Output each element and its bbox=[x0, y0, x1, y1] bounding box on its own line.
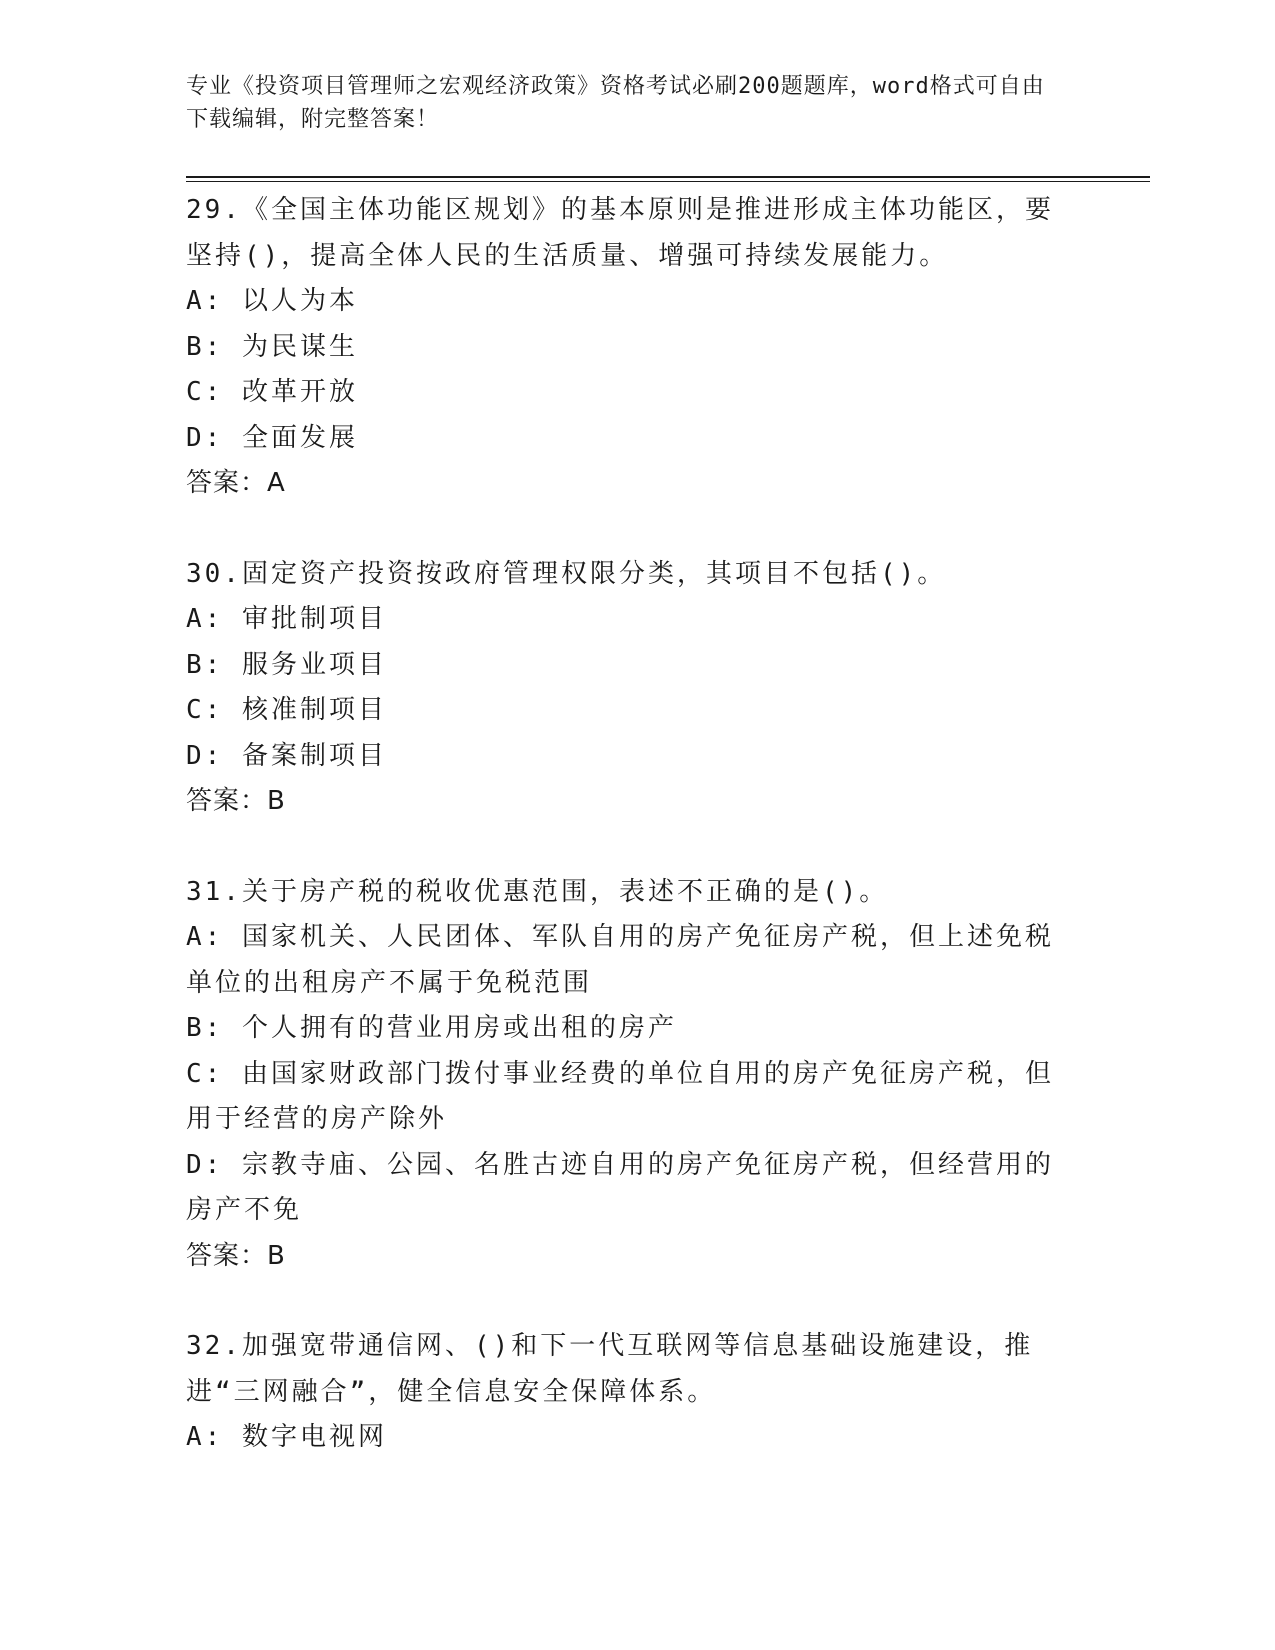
answer: 答案：B bbox=[186, 786, 286, 816]
question-stem: 32.加强宽带通信网、()和下一代互联网等信息基础设施建设，推进“三网融合”，健全信息安全保障体系。 bbox=[186, 1331, 1034, 1407]
option-b: B: 为民谋生 bbox=[186, 331, 358, 362]
option-c: C: 核准制项目 bbox=[186, 695, 387, 725]
option-d: D: 宗教寺庙、公园、名胜古迹自用的房产免征房产税，但经营用的房产不免 bbox=[186, 1149, 1054, 1225]
answer: 答案：B bbox=[186, 1240, 286, 1271]
header-divider-thick bbox=[186, 176, 1150, 178]
question-stem: 31.关于房产税的税收优惠范围，表述不正确的是()。 bbox=[186, 876, 889, 907]
question-list bbox=[186, 188, 1076, 1506]
option-b: B: 服务业项目 bbox=[186, 649, 387, 680]
question-stem: 30.固定资产投资按政府管理权限分类，其项目不包括()。 bbox=[186, 558, 947, 589]
question-29 bbox=[186, 188, 1076, 507]
question-stem: 29.《全国主体功能区规划》的基本原则是推进形成主体功能区，要坚持()，提高全体人民的生活质量、增强可持续发展能力。 bbox=[186, 195, 1054, 271]
option-b: B: 个人拥有的营业用房或出租的房产 bbox=[186, 1013, 677, 1043]
header-divider-thin bbox=[186, 181, 1150, 182]
option-a: A: 以人为本 bbox=[186, 286, 358, 316]
option-d: D: 备案制项目 bbox=[186, 740, 387, 771]
question-30 bbox=[186, 552, 1076, 825]
option-a: A: 数字电视网 bbox=[186, 1422, 387, 1452]
question-31 bbox=[186, 870, 1076, 1280]
question-32 bbox=[186, 1324, 1076, 1461]
option-c: C: 改革开放 bbox=[186, 377, 358, 407]
option-a: A: 国家机关、人民团体、军队自用的房产免征房产税，但上述免税单位的出租房产不属于免税范围 bbox=[186, 922, 1054, 998]
option-d: D: 全面发展 bbox=[186, 422, 358, 453]
answer: 答案：A bbox=[186, 468, 286, 498]
document-header: 专业《投资项目管理师之宏观经济政策》资格考试必刷200题题库，word格式可自由下载编辑，附完整答案！ bbox=[186, 74, 1045, 132]
option-a: A: 审批制项目 bbox=[186, 604, 387, 634]
option-c: C: 由国家财政部门拨付事业经费的单位自用的房产免征房产税，但用于经营的房产除外 bbox=[186, 1058, 1054, 1134]
